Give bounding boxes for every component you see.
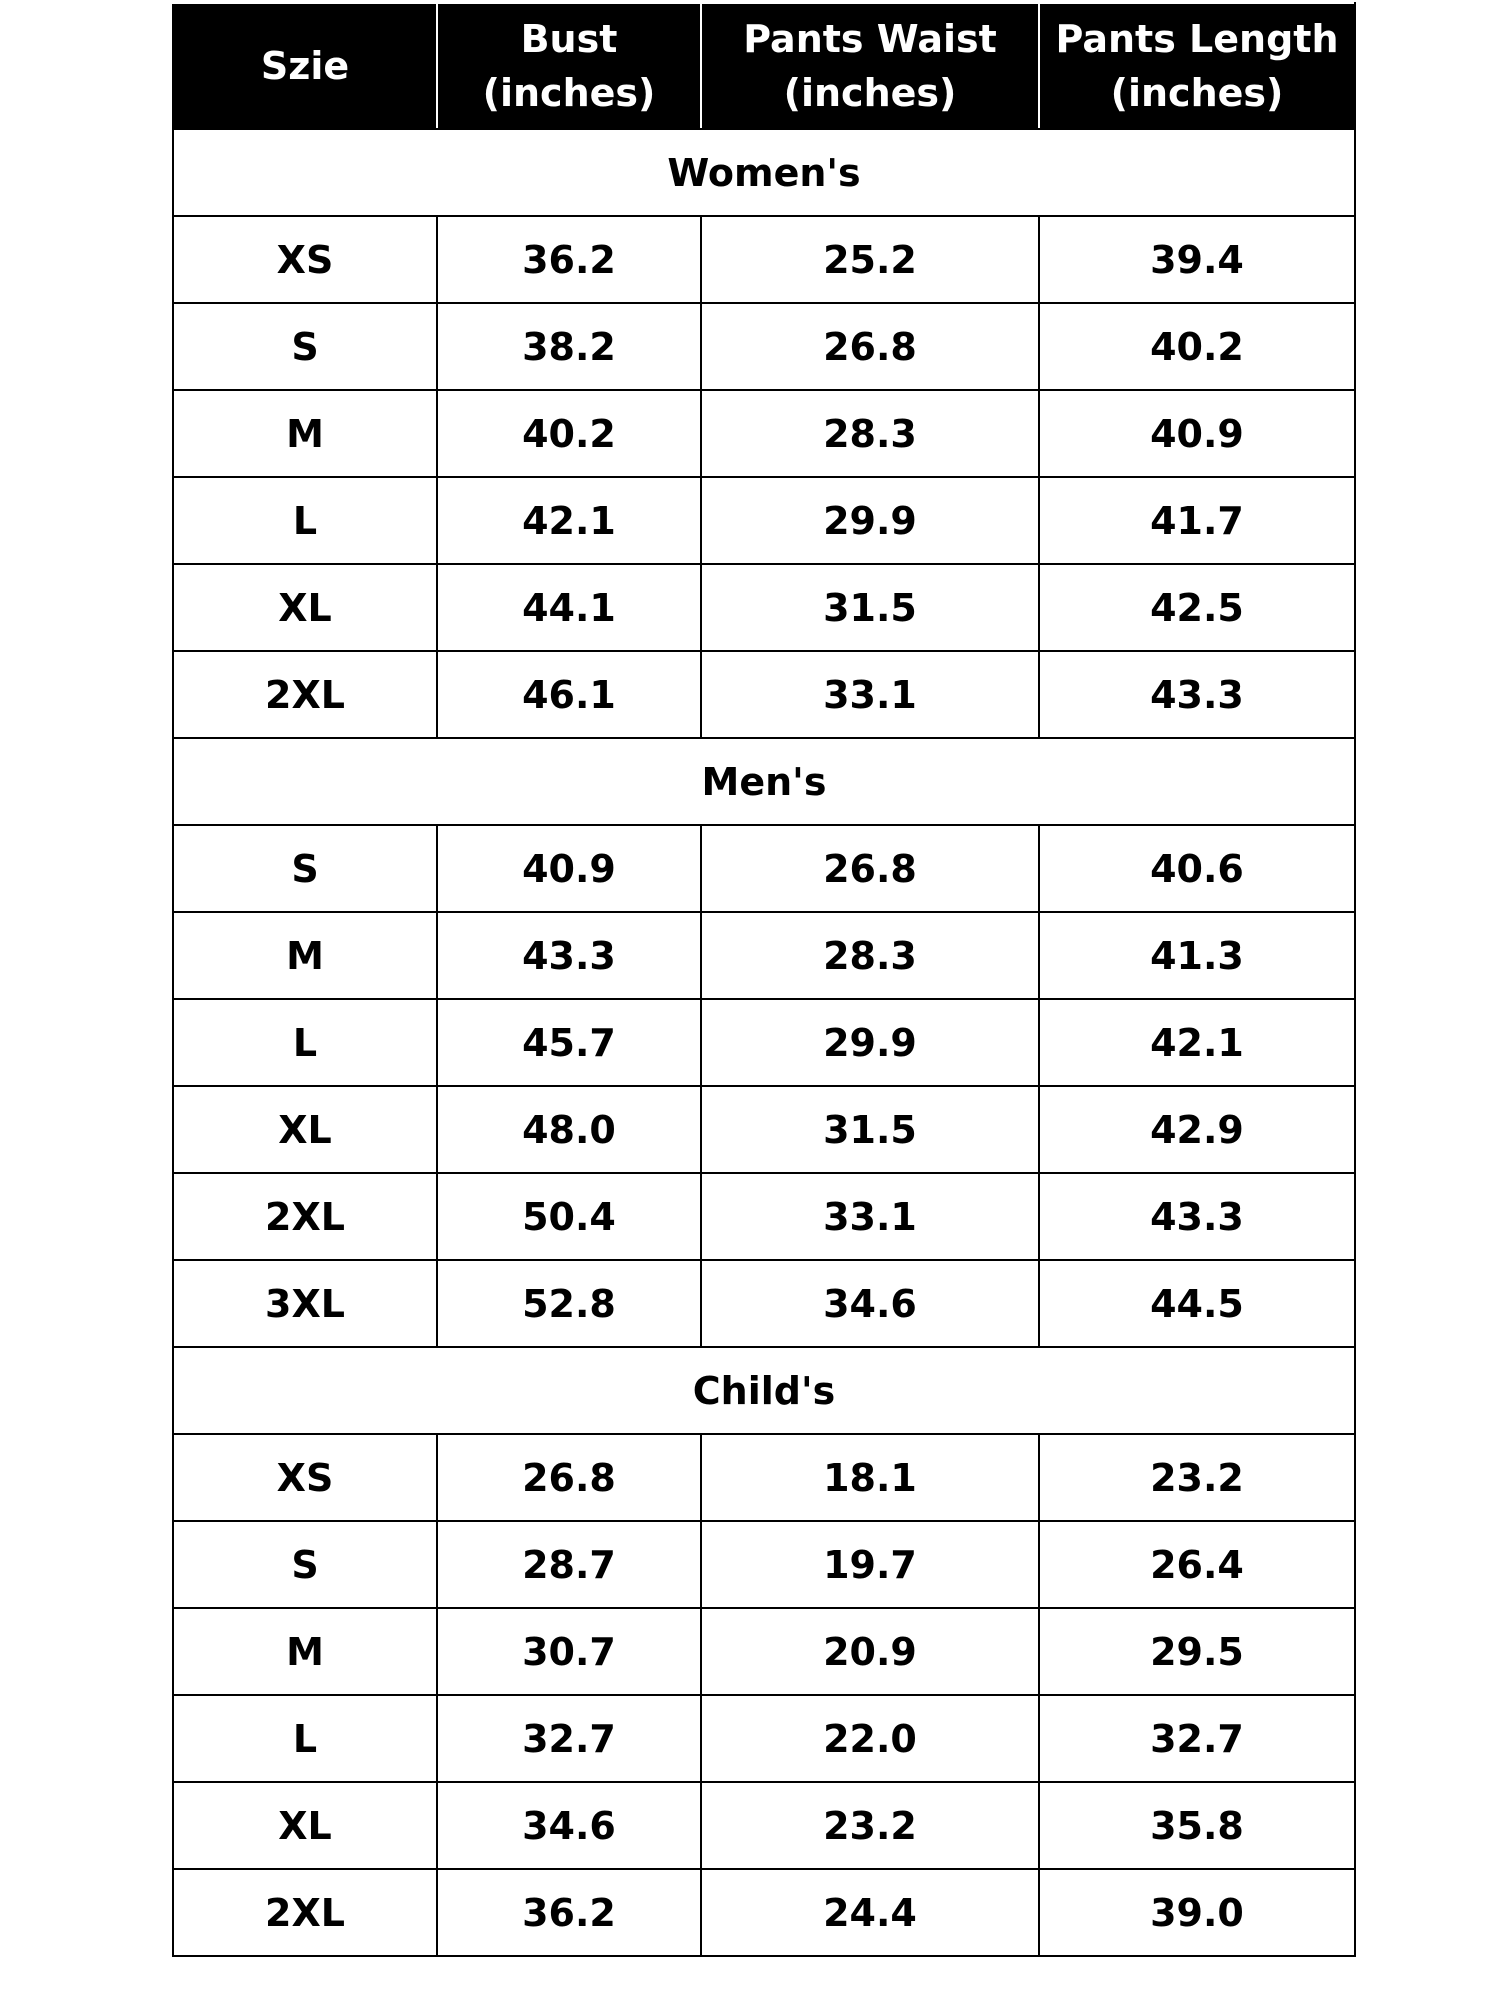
table-row [173, 651, 1355, 738]
cell-size: L [173, 999, 437, 1086]
cell-pants-length: 39.0 [1039, 1869, 1355, 1956]
cell-bust: 30.7 [437, 1608, 701, 1695]
table-row [173, 912, 1355, 999]
cell-pants-waist: 31.5 [701, 1086, 1039, 1173]
header-row [173, 3, 1355, 129]
cell-pants-length: 42.5 [1039, 564, 1355, 651]
cell-pants-waist: 33.1 [701, 1173, 1039, 1260]
cell-bust: 50.4 [437, 1173, 701, 1260]
cell-pants-length: 42.1 [1039, 999, 1355, 1086]
cell-pants-waist: 22.0 [701, 1695, 1039, 1782]
cell-size: S [173, 303, 437, 390]
cell-pants-waist: 33.1 [701, 651, 1039, 738]
table-row [173, 1173, 1355, 1260]
cell-pants-length: 40.9 [1039, 390, 1355, 477]
cell-pants-waist: 29.9 [701, 999, 1039, 1086]
cell-pants-length: 41.3 [1039, 912, 1355, 999]
section-header-row [173, 129, 1355, 216]
cell-pants-waist: 20.9 [701, 1608, 1039, 1695]
table-row [173, 390, 1355, 477]
cell-bust: 40.9 [437, 825, 701, 912]
cell-pants-length: 43.3 [1039, 1173, 1355, 1260]
section-title: Men's [173, 738, 1355, 825]
cell-pants-length: 29.5 [1039, 1608, 1355, 1695]
table-row [173, 1608, 1355, 1695]
section-header-row [173, 738, 1355, 825]
cell-bust: 44.1 [437, 564, 701, 651]
cell-pants-length: 32.7 [1039, 1695, 1355, 1782]
cell-pants-length: 44.5 [1039, 1260, 1355, 1347]
header-cell-pants-length [1039, 3, 1355, 129]
cell-pants-waist: 25.2 [701, 216, 1039, 303]
cell-size: M [173, 390, 437, 477]
size-chart-table [172, 2, 1356, 1957]
cell-bust: 45.7 [437, 999, 701, 1086]
cell-bust: 48.0 [437, 1086, 701, 1173]
cell-bust: 36.2 [437, 216, 701, 303]
section-title: Child's [173, 1347, 1355, 1434]
cell-size: S [173, 1521, 437, 1608]
cell-size: S [173, 825, 437, 912]
cell-size: XL [173, 1782, 437, 1869]
header-cell-size [173, 3, 437, 129]
cell-size: M [173, 1608, 437, 1695]
table-row [173, 564, 1355, 651]
cell-bust: 52.8 [437, 1260, 701, 1347]
cell-pants-length: 39.4 [1039, 216, 1355, 303]
cell-bust: 43.3 [437, 912, 701, 999]
cell-pants-length: 40.6 [1039, 825, 1355, 912]
header-bust-unit: (inches) [482, 71, 656, 115]
cell-pants-waist: 24.4 [701, 1869, 1039, 1956]
cell-bust: 32.7 [437, 1695, 701, 1782]
cell-pants-waist: 29.9 [701, 477, 1039, 564]
cell-pants-length: 43.3 [1039, 651, 1355, 738]
cell-size: 2XL [173, 1173, 437, 1260]
cell-bust: 40.2 [437, 390, 701, 477]
cell-bust: 46.1 [437, 651, 701, 738]
cell-size: 3XL [173, 1260, 437, 1347]
cell-bust: 34.6 [437, 1782, 701, 1869]
table-row [173, 1869, 1355, 1956]
cell-size: XS [173, 1434, 437, 1521]
cell-bust: 36.2 [437, 1869, 701, 1956]
header-bust-label: Bust [520, 17, 618, 61]
cell-pants-length: 23.2 [1039, 1434, 1355, 1521]
cell-pants-waist: 26.8 [701, 303, 1039, 390]
cell-size: L [173, 477, 437, 564]
cell-pants-waist: 28.3 [701, 390, 1039, 477]
cell-pants-length: 41.7 [1039, 477, 1355, 564]
table-row [173, 825, 1355, 912]
cell-pants-waist: 34.6 [701, 1260, 1039, 1347]
cell-size: XL [173, 1086, 437, 1173]
header-pants-waist-label: Pants Waist [743, 17, 997, 61]
cell-bust: 38.2 [437, 303, 701, 390]
cell-pants-waist: 23.2 [701, 1782, 1039, 1869]
header-cell-pants-waist [701, 3, 1039, 129]
table-row [173, 1782, 1355, 1869]
cell-pants-length: 42.9 [1039, 1086, 1355, 1173]
table-body [173, 129, 1355, 1956]
cell-pants-length: 35.8 [1039, 1782, 1355, 1869]
table-row [173, 477, 1355, 564]
table-row [173, 1521, 1355, 1608]
cell-size: L [173, 1695, 437, 1782]
table-row [173, 999, 1355, 1086]
header-pants-waist-unit: (inches) [783, 71, 957, 115]
table-row [173, 1086, 1355, 1173]
cell-size: M [173, 912, 437, 999]
table-row [173, 303, 1355, 390]
cell-pants-waist: 31.5 [701, 564, 1039, 651]
header-cell-bust [437, 3, 701, 129]
cell-pants-waist: 18.1 [701, 1434, 1039, 1521]
cell-bust: 28.7 [437, 1521, 701, 1608]
cell-pants-length: 26.4 [1039, 1521, 1355, 1608]
cell-bust: 42.1 [437, 477, 701, 564]
cell-size: XL [173, 564, 437, 651]
section-title: Women's [173, 129, 1355, 216]
table-row [173, 216, 1355, 303]
cell-pants-waist: 28.3 [701, 912, 1039, 999]
cell-pants-waist: 26.8 [701, 825, 1039, 912]
cell-pants-waist: 19.7 [701, 1521, 1039, 1608]
table-row [173, 1695, 1355, 1782]
table-row [173, 1260, 1355, 1347]
section-header-row [173, 1347, 1355, 1434]
cell-pants-length: 40.2 [1039, 303, 1355, 390]
header-size-label: Szie [260, 44, 350, 88]
cell-size: 2XL [173, 1869, 437, 1956]
header-pants-length-label: Pants Length [1055, 17, 1339, 61]
cell-bust: 26.8 [437, 1434, 701, 1521]
table-row [173, 1434, 1355, 1521]
header-pants-length-unit: (inches) [1110, 71, 1284, 115]
cell-size: XS [173, 216, 437, 303]
cell-size: 2XL [173, 651, 437, 738]
table-header [173, 3, 1355, 129]
